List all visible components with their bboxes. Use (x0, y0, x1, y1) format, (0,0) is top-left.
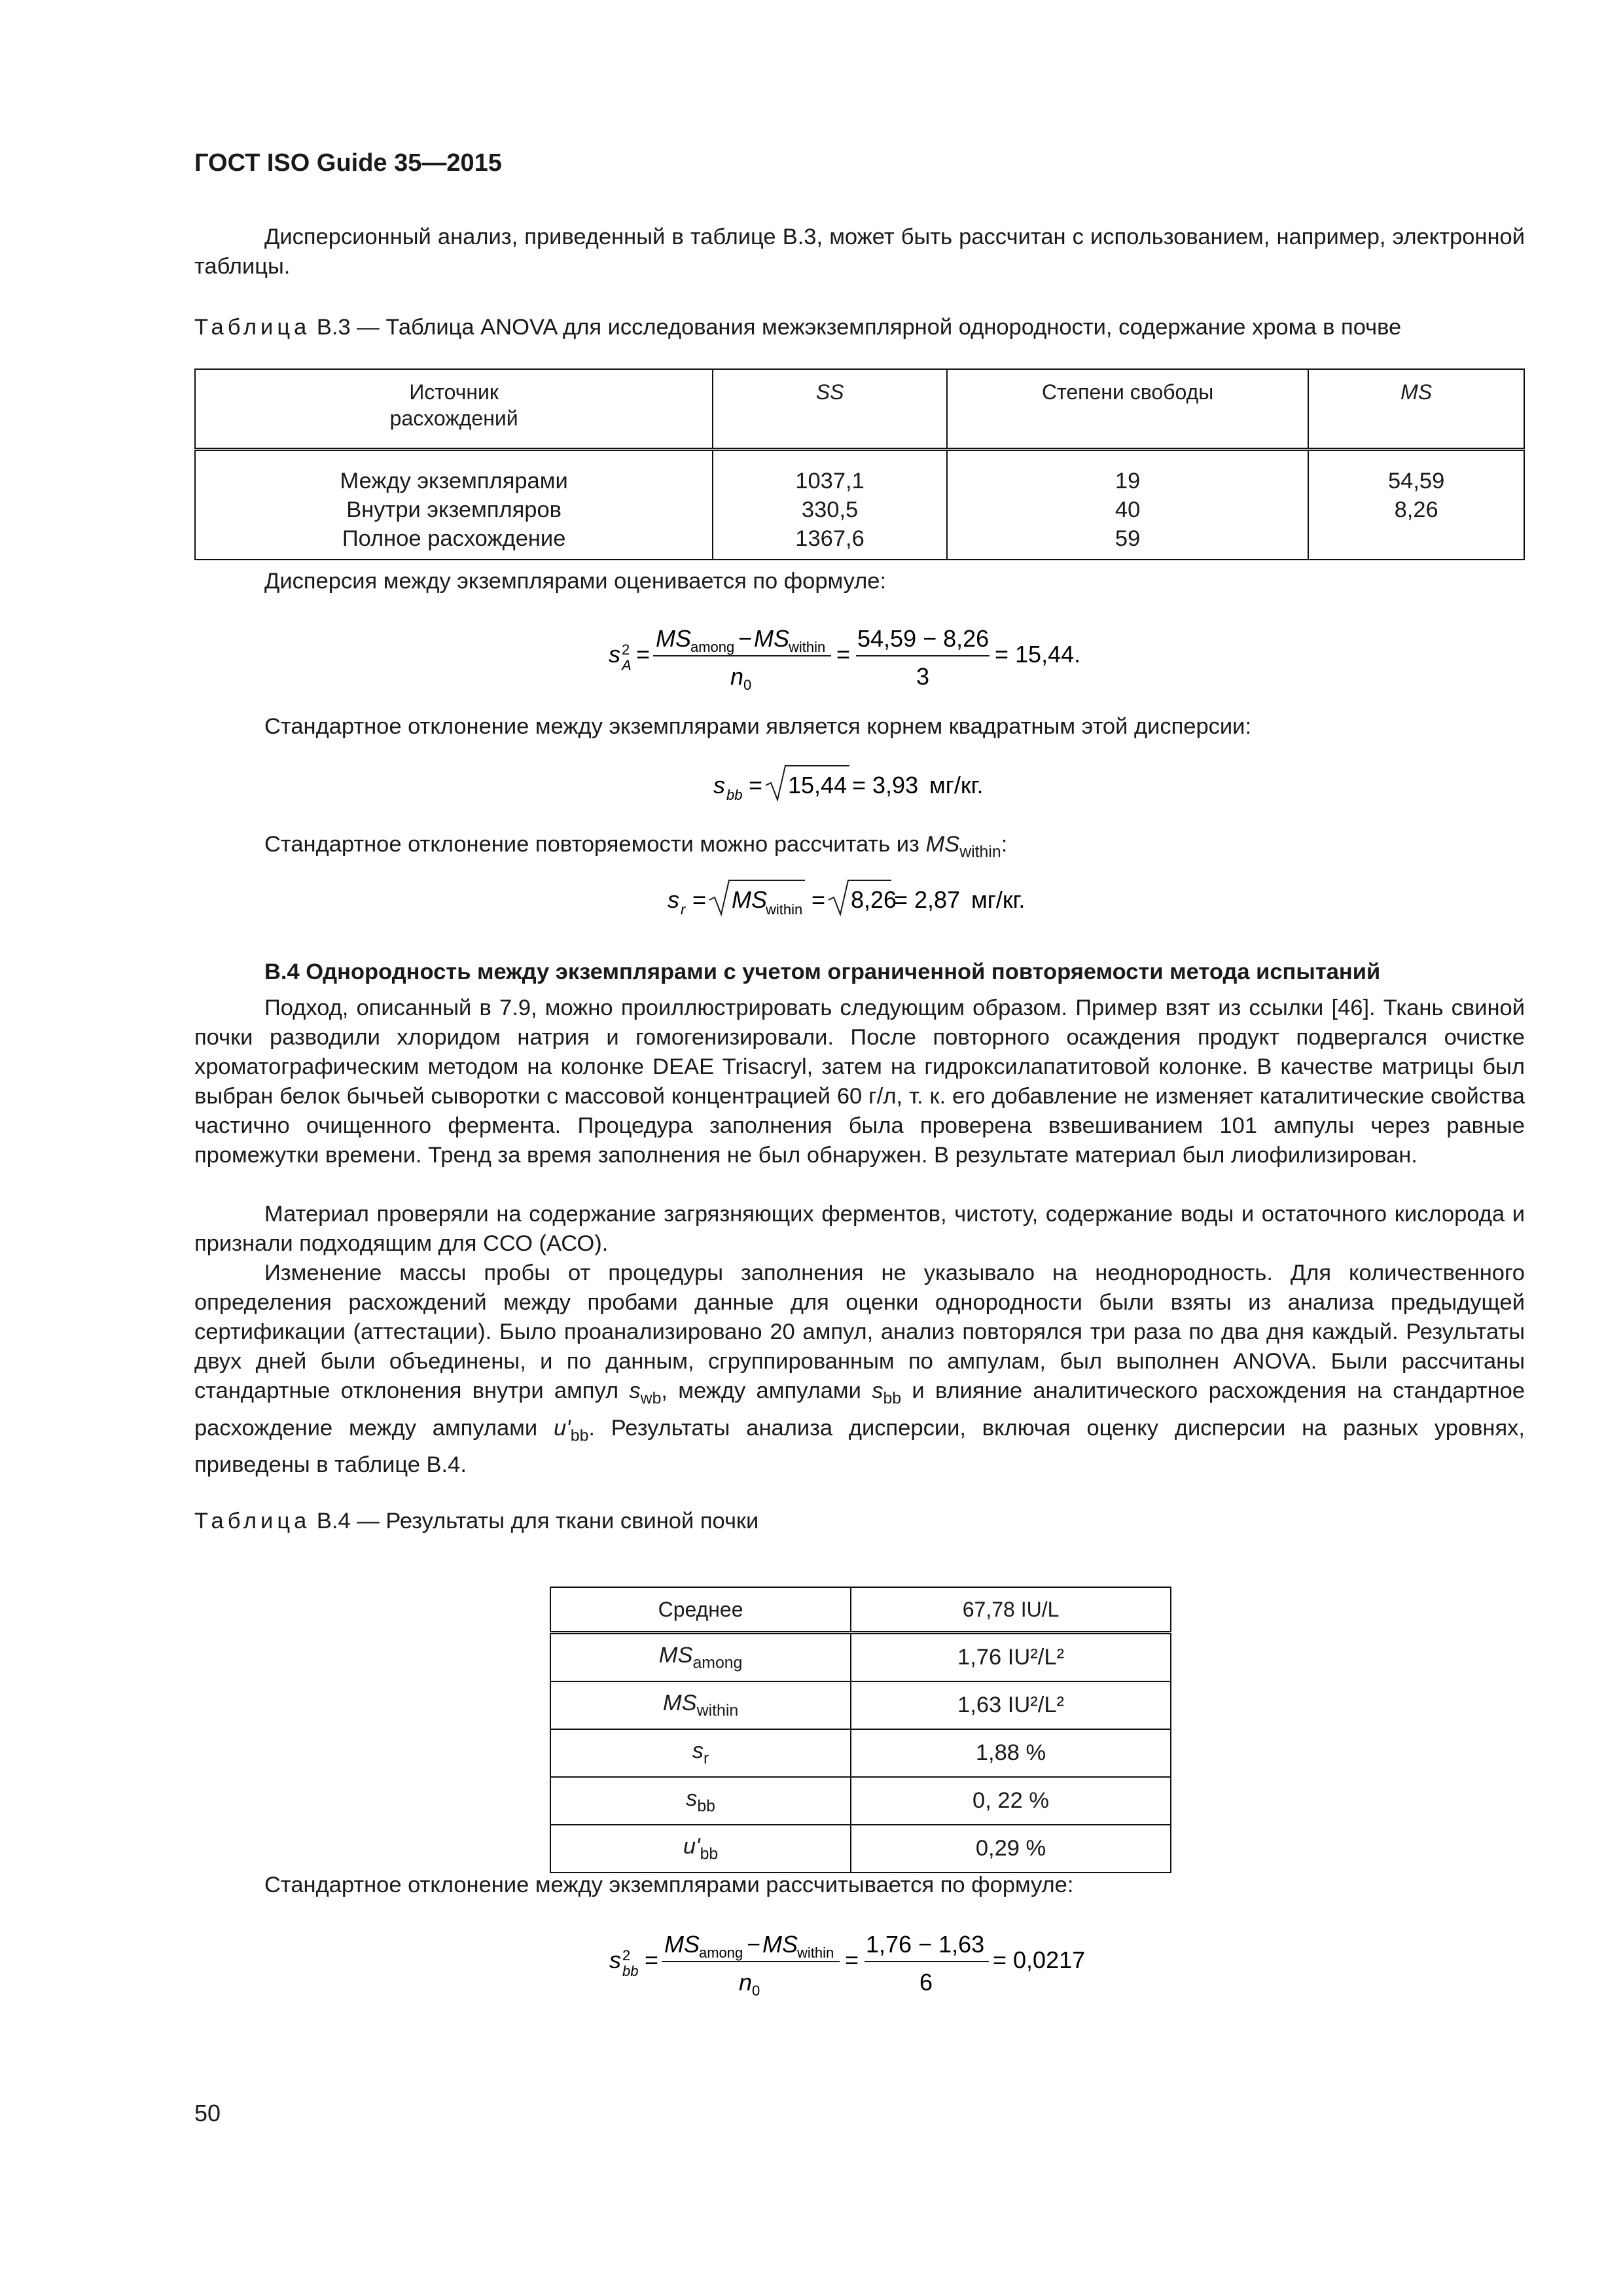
f4-result: = 0,0217 (993, 1946, 1086, 1973)
f1-num-ms1: MS (656, 625, 691, 652)
f2-lhs-sub: bb (726, 787, 743, 803)
table-row (550, 1587, 1171, 1633)
f1-den2: 3 (916, 663, 930, 690)
table-b4-caption (194, 1507, 758, 1536)
f3-root-ms: MS (732, 886, 767, 913)
table-cell: 330,5 (801, 497, 859, 522)
table-cell: 0, 22 % (851, 1777, 1171, 1825)
f4-lhs: s (609, 1946, 621, 1973)
table-b3 (194, 368, 1525, 560)
table-b3-header-ms: MS (1308, 369, 1524, 450)
table-b3-body (195, 450, 1524, 560)
f4-den: n (739, 1969, 753, 1996)
table-cell: Между экземплярами (340, 469, 568, 493)
std-repeat-suffix: : (1001, 832, 1008, 857)
f1-den-sub: 0 (743, 677, 752, 693)
f3-lhs-sub: r (681, 901, 686, 918)
table-b4-caption-label: Таблица (194, 1509, 311, 1534)
table-cell: 54,59 (1387, 469, 1445, 493)
f1-lhs-sup: 2 (622, 641, 630, 658)
table-cell: $s_{bb}$ (550, 1777, 851, 1825)
table-cell: 19 (1115, 469, 1141, 493)
section-b4-paragraph-1: Подход, описанный в 7.9, можно проиллюстрировать следующим образом. Пример взят из ссылки [46]. Ткань свиной почки разводили хлоридом натрия и гомогенизировали. После повторного осаждения продукт подвергался очистке хроматографическим методом на колонке DEAE Trisacryl, затем на гидроксилапатитовой колонке. В качестве матрицы был выбран белок бычьей сыворотки с массовой концентрацией 60 г/л, т. к. его добавление не изменяет каталитические свойства частично очищенного фермента. Процедура заполнения была проверена взвешиванием 101 ампулы через равные промежутки времени. Тренд за время заполнения не был обнаружен. В результате материал был лиофилизирован. (194, 996, 1525, 1168)
f3-lhs: s (668, 886, 679, 913)
table-row (550, 1729, 1171, 1777)
table-b4-caption-text: В.4 — Результаты для ткани свиной почки (316, 1509, 759, 1534)
table-cell: 1367,6 (795, 526, 865, 551)
f2-result: = 3,93 (852, 772, 919, 798)
table-cell: Внутри экземпляров (346, 497, 562, 522)
disp-between-text: Дисперсия между экземплярами оценивается по формуле: (264, 569, 887, 594)
table-cell: $MS_{within}$ (550, 1681, 851, 1729)
f1-eq2: = (836, 641, 851, 668)
page-number: 50 (194, 2100, 221, 2126)
f4-num-among: among (699, 1945, 743, 1961)
table-b3-header-df: Степени свободы (947, 369, 1308, 450)
f3-root2: 8,26 (851, 886, 897, 913)
table-cell: 0,29 % (851, 1825, 1171, 1873)
f1-num-ms2: MS (754, 625, 789, 652)
intro-paragraph: Дисперсионный анализ, приведенный в таблице В.3, может быть рассчитан с использованием, например, электронной таблицы. (194, 224, 1525, 279)
table-b3-caption-text: В.3 — Таблица ANOVA для исследования межэкземплярной однородности, содержание хрома в почве (316, 315, 1402, 340)
table-row (550, 1681, 1171, 1729)
table-cell: $s_r$ (550, 1729, 851, 1777)
f1-num-within: within (789, 639, 826, 655)
table-cell: 40 (1115, 497, 1141, 522)
f4-num-ms2: MS (762, 1931, 798, 1958)
f4-eq2: = (845, 1946, 859, 1973)
formula-sbb (700, 759, 1067, 812)
f1-result: = 15,44. (995, 641, 1081, 668)
f4-lhs-sub: bb (622, 1963, 639, 1979)
f4-num-within: within (797, 1945, 834, 1961)
f4-eq: = (645, 1946, 659, 1973)
f2-root: 15,44 (788, 772, 847, 798)
section-b4-paragraph-2: Материал проверяли на содержание загрязняющих ферментов, чистоту, содержание воды и остаточного кислорода и признали подходящим для ССО (АСО). (194, 1202, 1525, 1256)
section-b4-title: В.4 Однородность между экземплярами с учетом ограниченной повторяемости метода испытаний (264, 960, 1381, 984)
f3-result: = 2,87 (894, 886, 961, 913)
std-repeat-prefix: Стандартное отклонение повторяемости можно рассчитать из (264, 832, 919, 857)
formula-sr (654, 874, 1113, 926)
section-b4-paragraph-3: Изменение массы пробы от процедуры заполнения не указывало на неоднородность. Для количественного определения расхождений между пробами данные для оценки однородности были взяты из анализа предыдущей сертификации (аттестации). Было проанализировано 20 ампул, анализ повторялся три раза по два дня каждый. Результаты двух дней были объединены, и по данным, сгруппированным по ампулам, был выполнен ANOVA. Были рассчитаны стандартные отклонения внутри ампул $s_{wb}$, между ампулами $s_{bb}$ и влияние аналитического расхождения на стандартное расхождение между ампулами $u'_{bb}$. Результаты анализа дисперсии, включая оценку дисперсии на разных уровнях, приведены в таблице В.4. (194, 1261, 1525, 1478)
f4-num-ms1: MS (664, 1931, 700, 1958)
table-row (550, 1633, 1171, 1682)
table-cell: 1,76 IU²/L² (851, 1633, 1171, 1682)
f1-lhs-sub: A (622, 657, 632, 673)
f4-den2: 6 (919, 1969, 933, 1996)
f4-minus: − (747, 1931, 761, 1958)
document-header: ГОСТ ISO Guide 35—2015 (194, 149, 502, 177)
std-repeat-text (264, 830, 1007, 867)
table-b3-col-df (947, 450, 1308, 560)
f3-root-sub: within (766, 901, 803, 918)
table-cell: 1,63 IU²/L² (851, 1681, 1171, 1729)
table-cell: 1,88 % (851, 1729, 1171, 1777)
table-b4 (550, 1587, 1171, 1873)
std-repeat-sub: within (959, 843, 1001, 861)
table-b3-col-ms (1308, 450, 1524, 560)
std-between-text: Стандартное отклонение между экземплярами является корнем квадратным этой дисперсии: (264, 714, 1252, 739)
table-row (550, 1777, 1171, 1825)
f1-eq: = (636, 641, 651, 668)
f1-minus: − (738, 625, 753, 652)
f3-eq2: = (812, 886, 826, 913)
f1-num2: 54,59 − 8,26 (857, 625, 990, 652)
formula-sbb-squared (592, 1921, 1116, 2006)
table-b3-caption-label: Таблица (194, 315, 311, 340)
table-cell: 67,78 IU/L (851, 1587, 1171, 1633)
std-repeat-ms: MS (925, 832, 960, 857)
table-b3-col-source (195, 450, 713, 560)
table-cell: $u'_{bb}$ (550, 1825, 851, 1873)
table-b3-caption (194, 313, 1401, 342)
f2-lhs: s (713, 772, 725, 798)
f2-eq: = (749, 772, 763, 798)
table-b3-header-ss: SS (713, 369, 947, 450)
table-cell: 59 (1115, 526, 1141, 551)
f2-unit: мг/кг. (929, 772, 984, 798)
formula-variance-between (589, 615, 1113, 700)
f1-den: n (730, 663, 744, 690)
f4-den-sub: 0 (752, 1982, 760, 1999)
table-b3-col-ss (713, 450, 947, 560)
table-cell: Полное расхождение (342, 526, 566, 551)
table-b3-header-source: Источник расхождений (195, 369, 713, 450)
table-cell: $MS_{among}$ (550, 1633, 851, 1682)
table-cell: 8,26 (1394, 497, 1438, 522)
f3-eq: = (692, 886, 707, 913)
std-between-2-text: Стандартное отклонение между экземплярами рассчитывается по формуле: (264, 1873, 1074, 1897)
f1-lhs: s (609, 641, 620, 668)
f1-num-among: among (690, 639, 735, 655)
f4-num2: 1,76 − 1,63 (866, 1931, 985, 1958)
table-cell: Среднее (550, 1587, 851, 1633)
f3-unit: мг/кг. (971, 886, 1026, 913)
table-cell: 1037,1 (795, 469, 865, 493)
table-row (550, 1825, 1171, 1873)
f4-lhs-sup: 2 (622, 1947, 631, 1964)
